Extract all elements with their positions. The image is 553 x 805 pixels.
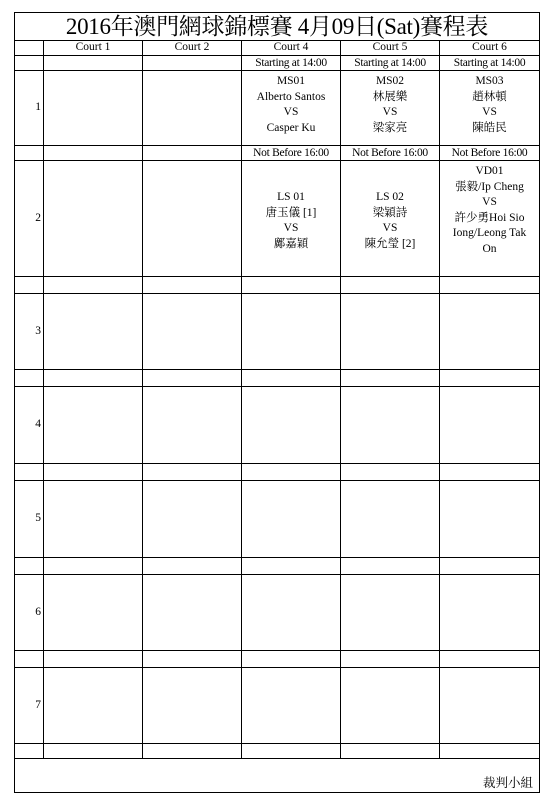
match-cell [341,387,440,464]
spacer-cell [44,744,143,759]
match-cell [242,481,341,558]
match-cell [44,575,143,651]
spacer-cell [15,651,44,668]
match-cell [143,481,242,558]
player-name: Iong/Leong Tak [452,227,527,239]
start-time-cell: Starting at 14:00 [440,56,539,71]
match-cell [440,294,539,370]
match-cell [143,387,242,464]
start-time-cell: Not Before 16:00 [242,146,341,161]
start-time-cell [44,56,143,71]
spacer-cell [15,558,44,575]
spacer-cell [44,370,143,387]
spacer-cell [15,277,44,294]
spacer-cell [440,744,539,759]
match-code: MS02 [375,75,405,87]
match-cell [440,387,539,464]
spacer-cell [341,651,440,668]
match-code: MS01 [276,75,306,87]
match-cell [440,575,539,651]
match-code: VD01 [475,165,504,177]
spacer-cell [341,370,440,387]
versus-label: VS [283,106,299,118]
spacer-cell [440,277,539,294]
player-name: On [482,242,497,255]
spacer-cell [15,744,44,759]
spacer-cell [15,370,44,387]
match-code: MS03 [475,75,504,87]
player-name: 陳允瑩 [2] [364,237,416,250]
footer-note: 裁判小組 [482,776,533,790]
player-name: 梁家亮 [372,121,408,134]
spacer-cell [242,277,341,294]
match-code: LS 02 [376,191,404,203]
match-cell [143,71,242,146]
spacer-cell [341,277,440,294]
schedule-sheet [14,12,540,793]
start-time-cell [143,146,242,161]
versus-label: VS [382,222,398,234]
spacer-cell [44,558,143,575]
start-time-cell [143,56,242,71]
match-cell [440,71,539,146]
spacer-cell [242,464,341,481]
match-cell [341,668,440,744]
start-time-cell [44,146,143,161]
match-cell [341,71,440,146]
player-name: Alberto Santos [256,90,326,103]
start-time-cell: Starting at 14:00 [242,56,341,71]
match-cell [440,161,539,277]
versus-label: VS [482,196,497,208]
match-cell [242,294,341,370]
spacer-cell [440,370,539,387]
player-name: 唐玉儀 [1] [265,206,317,219]
match-code: LS 01 [277,191,305,203]
player-name: 趙林頓 [472,90,507,103]
match-cell [242,575,341,651]
court-header-2: Court 2 [143,41,242,56]
court-header-4: Court 5 [341,41,440,56]
match-cell [143,668,242,744]
match-cell [341,294,440,370]
match-cell [143,294,242,370]
spacer-cell [341,558,440,575]
spacer-cell [44,651,143,668]
spacer-cell [440,651,539,668]
spacer-cell [143,558,242,575]
row-number-7: 7 [15,668,44,744]
player-name: 陳皓民 [472,121,507,134]
match-cell [440,668,539,744]
match-cell [242,668,341,744]
row-number-1: 1 [15,71,44,146]
header-corner-cell [15,41,44,56]
start-time-cell [15,146,44,161]
spacer-cell [440,464,539,481]
page-title: 2016年澳門網球錦標賽 4月09日(Sat)賽程表 [15,13,539,41]
spacer-cell [242,558,341,575]
player-name: 張毅/Ip Cheng [455,180,524,193]
player-name: 鄺嘉穎 [273,237,309,250]
spacer-cell [143,464,242,481]
player-name: Casper Ku [266,121,316,134]
match-cell [44,71,143,146]
spacer-cell [15,464,44,481]
start-time-cell: Starting at 14:00 [341,56,440,71]
match-cell [44,387,143,464]
match-cell [143,161,242,277]
versus-label: VS [283,222,299,234]
spacer-cell [143,277,242,294]
spacer-cell [242,651,341,668]
row-number-5: 5 [15,481,44,558]
spacer-cell [242,744,341,759]
court-header-3: Court 4 [242,41,341,56]
match-cell [242,387,341,464]
spacer-cell [242,370,341,387]
spacer-cell [143,370,242,387]
match-cell [242,71,341,146]
row-number-6: 6 [15,575,44,651]
match-cell [341,481,440,558]
court-header-1: Court 1 [44,41,143,56]
match-cell [143,575,242,651]
start-time-cell [15,56,44,71]
row-number-2: 2 [15,161,44,277]
start-time-cell: Not Before 16:00 [341,146,440,161]
spacer-cell [341,744,440,759]
match-cell [44,161,143,277]
spacer-cell [143,651,242,668]
match-cell [341,575,440,651]
versus-label: VS [382,106,398,118]
match-cell [44,481,143,558]
spacer-cell [440,558,539,575]
spacer-cell [143,744,242,759]
match-cell [44,668,143,744]
player-name: 林展樂 [372,90,408,103]
spacer-cell [44,464,143,481]
match-cell [440,481,539,558]
match-cell [341,161,440,277]
row-number-3: 3 [15,294,44,370]
player-name: 梁穎詩 [372,206,408,219]
versus-label: VS [482,106,497,118]
spacer-cell [341,464,440,481]
row-number-4: 4 [15,387,44,464]
court-header-5: Court 6 [440,41,539,56]
start-time-cell: Not Before 16:00 [440,146,539,161]
match-cell [44,294,143,370]
player-name: 許少勇Hoi Sio [454,211,525,224]
spacer-cell [44,277,143,294]
match-cell [242,161,341,277]
